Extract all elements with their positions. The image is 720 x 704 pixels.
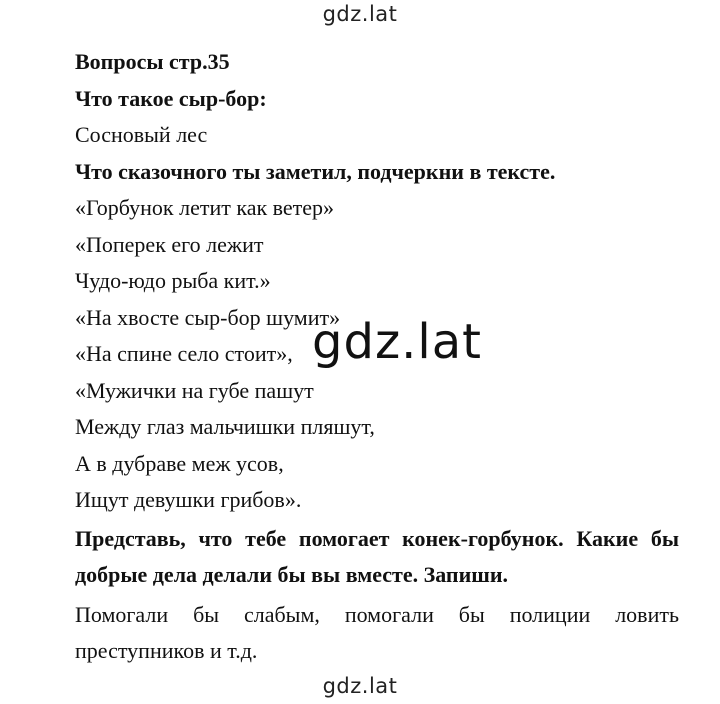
poem-line: Между глаз мальчишки пляшут, [75, 414, 375, 439]
poem-line: Чудо-юдо рыба кит.» [75, 268, 271, 293]
poem-line: «На спине село стоит», [75, 341, 293, 366]
answer-1: Сосновый лес [75, 122, 208, 147]
poem-line: А в дубраве меж усов, [75, 450, 284, 476]
question-2: Что сказочного ты заметил, подчеркни в тексте. [75, 158, 556, 184]
poem-line: «На хвосте сыр-бор шумит» [75, 304, 341, 330]
watermark-center: gdz.lat [312, 314, 482, 370]
poem-line: «Горбунок летит как ветер» [75, 195, 335, 220]
poem-line: Ищут девушки грибов». [75, 487, 302, 512]
watermark-bottom: gdz.lat [322, 674, 398, 698]
poem-line: «Поперек его лежит [75, 231, 264, 257]
watermark-top: gdz.lat [322, 2, 398, 26]
poem-line: «Мужички на губе пашут [75, 377, 314, 403]
question-1: Что такое сыр-бор: [75, 85, 267, 111]
question-3: Представь, что тебе помогает конек-горбунок. Какие бы добрые дела делали бы вы вместе. Запиши. [75, 525, 679, 587]
section-heading: Вопросы стр.35 [75, 49, 230, 74]
answer-3: Помогали бы слабым, помогали бы полиции ловить преступников и т.д. [75, 601, 679, 663]
